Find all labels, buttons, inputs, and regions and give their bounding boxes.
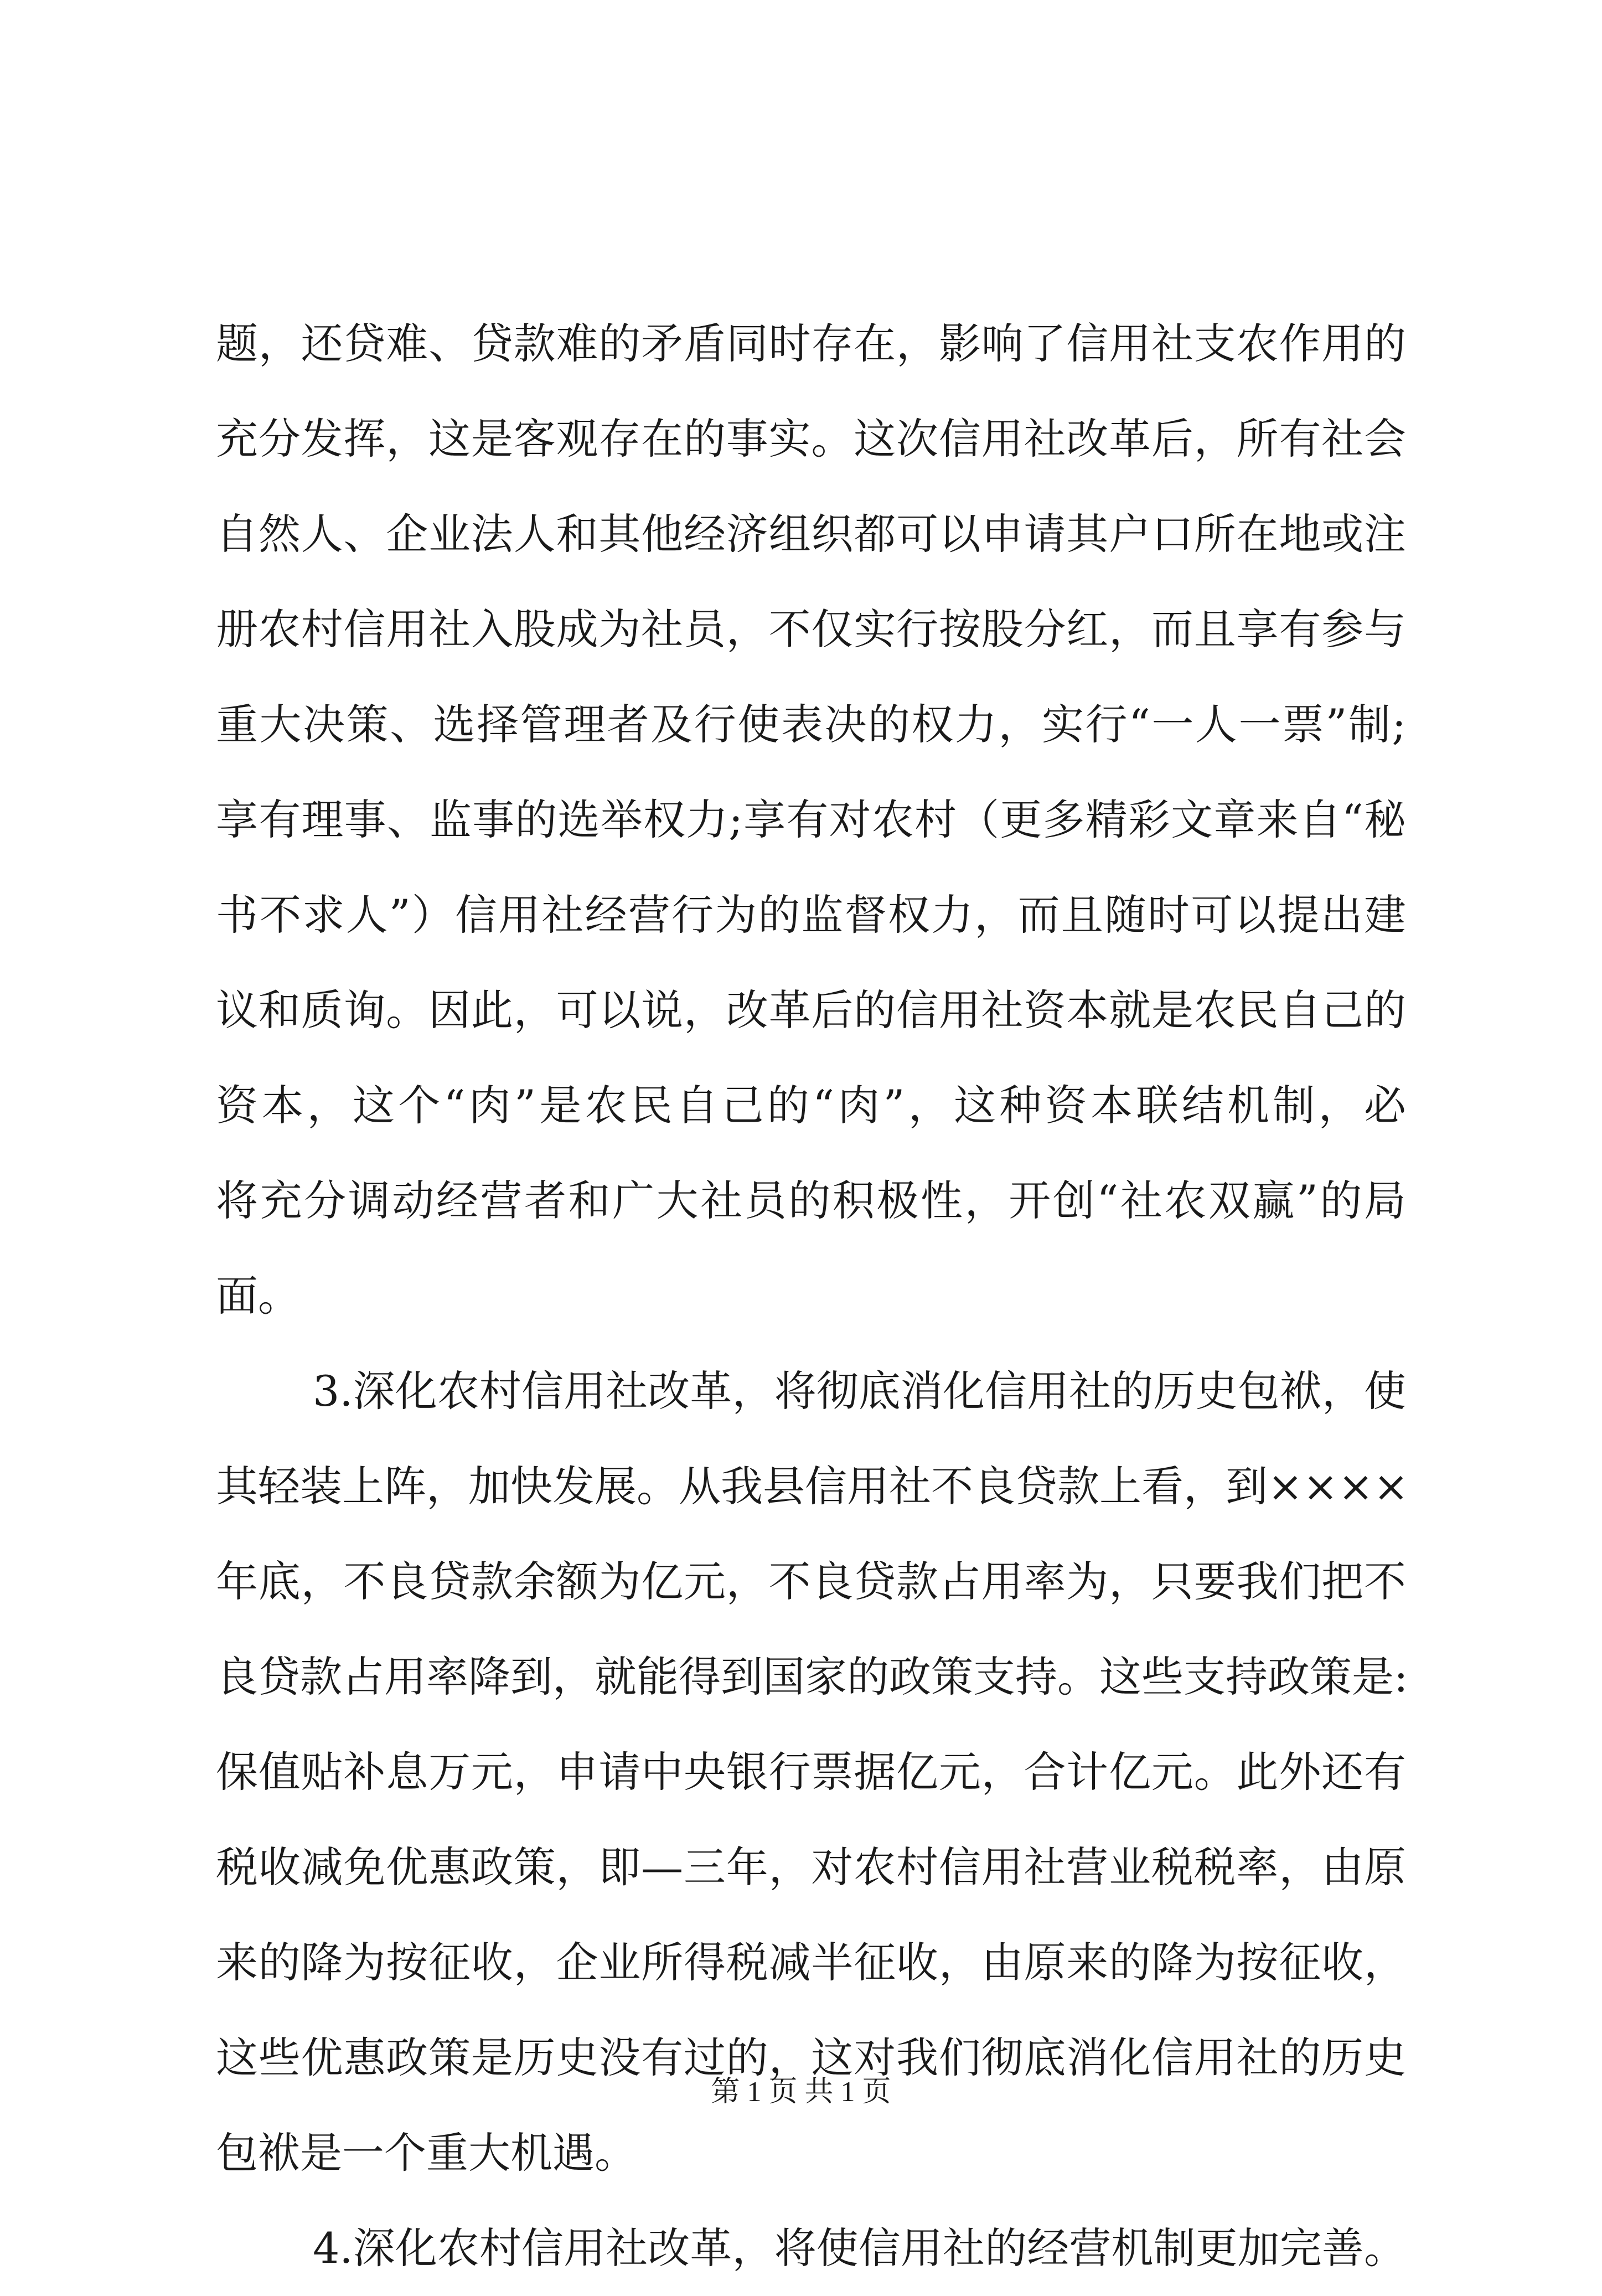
paragraph-start-line: 4.深化农村信用社改革，将使信用社的经营机制更加完善。 [313, 2223, 1406, 2273]
text-line: 题，还贷难、贷款难的矛盾同时存在，影响了信用社支农作用的 [216, 319, 1406, 368]
text-line: 这些优惠政策是历史没有过的，这对我们彻底消化信用社的历史 [216, 2033, 1406, 2082]
text-line: 享有理事、监事的选举权力;享有对农村（更多精彩文章来自“秘 [216, 795, 1406, 844]
text-line: 保值贴补息万元，申请中央银行票据亿元，合计亿元。此外还有 [216, 1747, 1406, 1797]
text-line: 册农村信用社入股成为社员，不仅实行按股分红，而且享有参与 [216, 605, 1406, 654]
text-line: 年底，不良贷款余额为亿元，不良贷款占用率为，只要我们把不 [216, 1557, 1406, 1606]
text-line: 面。 [216, 1271, 300, 1320]
text-line: 自然人、企业法人和其他经济组织都可以申请其户口所在地或注 [216, 509, 1406, 559]
body-text [216, 296, 1409, 2296]
text-line: 书不求人”）信用社经营行为的监督权力，而且随时可以提出建 [216, 890, 1406, 940]
text-line: 税收减免优惠政策，即—三年，对农村信用社营业税税率，由原 [216, 1843, 1406, 1892]
text-line: 将充分调动经营者和广大社员的积极性，开创“社农双赢”的局 [216, 1176, 1406, 1225]
page-footer: 第 1 页 共 1 页 [711, 2076, 891, 2108]
text-line: 其轻装上阵，加快发展。从我县信用社不良贷款上看，到×××× [216, 1462, 1409, 1511]
text-line: 充分发挥，这是客观存在的事实。这次信用社改革后，所有社会 [216, 414, 1406, 463]
text-line: 议和质询。因此，可以说，改革后的信用社资本就是农民自己的 [216, 986, 1406, 1035]
text-line: 良贷款占用率降到，就能得到国家的政策支持。这些支持政策是: [216, 1652, 1408, 1701]
text-line: 包袱是一个重大机遇。 [216, 2128, 637, 2178]
paragraph-start-line: 3.深化农村信用社改革，将彻底消化信用社的历史包袱，使 [313, 1366, 1406, 1416]
text-line: 重大决策、选择管理者及行使表决的权力，实行“一人一票”制; [216, 700, 1406, 749]
text-line: 资本，这个“肉”是农民自己的“肉”，这种资本联结机制，必 [216, 1081, 1406, 1130]
text-line: 来的降为按征收，企业所得税减半征收，由原来的降为按征收， [216, 1938, 1406, 1987]
